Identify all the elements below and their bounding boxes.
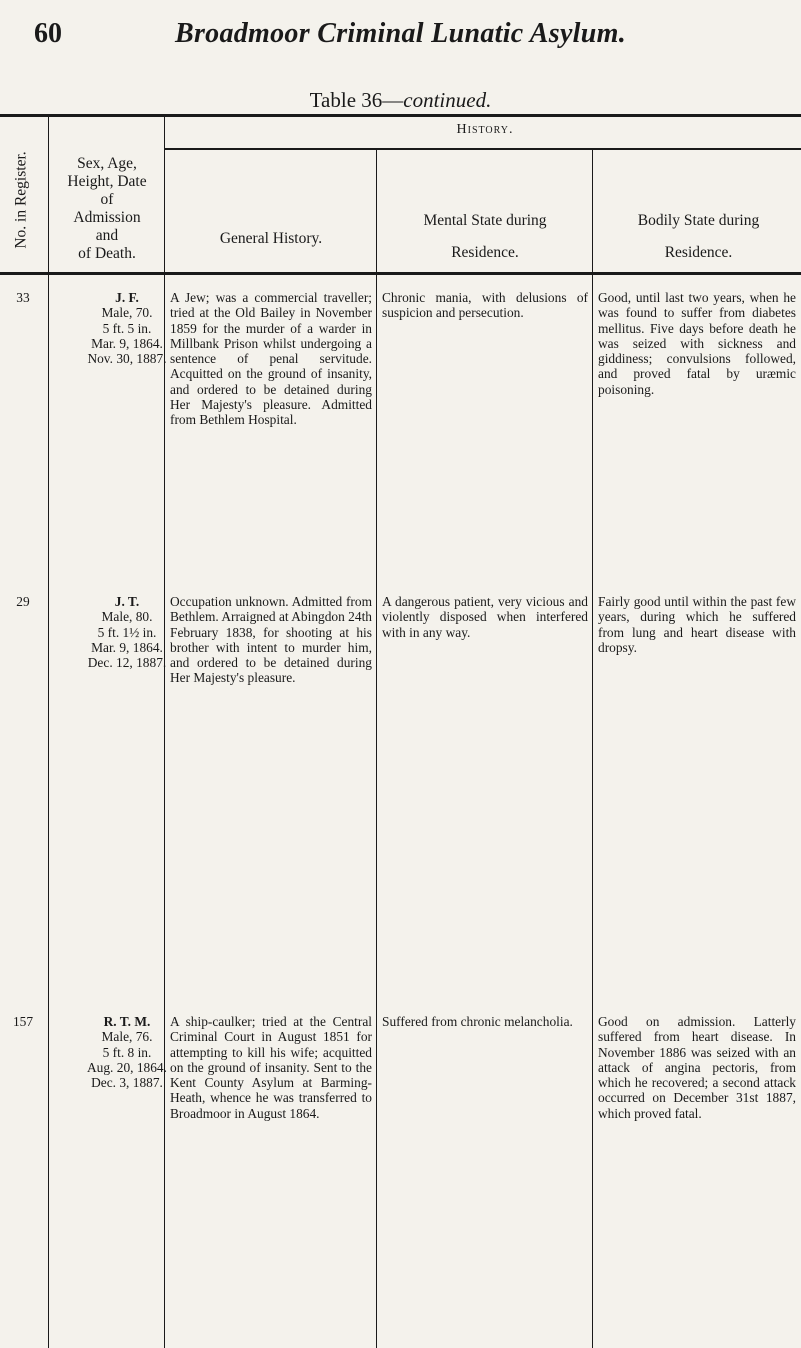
register-number: 29: [16, 594, 30, 609]
col-rule-1: [48, 114, 49, 1348]
history-underline-rule: [165, 148, 801, 150]
mental-state-text: Chronic mania, with delusions of suspicion and persecution.: [382, 290, 588, 321]
general-history-text: A ship-caulker; tried at the Central Criminal Court in August 1851 for attempting to kill his wife; acquitted on the ground of insanity. Sent to the Kent County Asylum at Barming-Heath, whence he was transferred to Broadmoor in August 1864.: [170, 1014, 372, 1121]
running-title: Broadmoor Criminal Lunatic Asylum.: [174, 18, 627, 49]
patient-particulars: J. T. Male, 80. 5 ft. 1½ in. Mar. 9, 1864. Dec. 12, 1887.: [87, 594, 167, 671]
general-history-text: A Jew; was a commercial traveller; tried at the Old Bailey in November 1859 for the murder of a warder in Millbank Prison whilst undergoing a sentence of penal servitude. Acquitted on the ground of insanity, and ordered to be detained during Her Majesty's pleasure. Admitted from Bethlem Hospital.: [170, 290, 372, 428]
mental-state-text: A dangerous patient, very vicious and violently disposed when interfered with in any way.: [382, 594, 588, 640]
table-caption-main: Table 36—: [309, 88, 404, 112]
header-particulars: Sex, Age, Height, Date of Admission and of Death.: [67, 155, 147, 262]
bodily-state-text: Good on admission. Latterly suffered from heart disease. In November 1886 was seized with an attack of angina pectoris, from which he recovered; a second attack occurred on December 31st 1887, which proved fatal.: [598, 1014, 796, 1121]
header-bodily-state: Bodily State during Residence.: [637, 212, 760, 261]
header-history: History.: [456, 122, 514, 137]
bodily-state-text: Good, until last two years, when he was found to suffer from diabetes mellitus. Five days before death he was seized with sickness and giddiness; convulsions followed, and proved fatal by uræmic poisoning.: [598, 290, 796, 397]
general-history-text: Occupation unknown. Admitted from Bethlem. Arraigned at Abingdon 24th February 1838, for shooting at his brother with intent to murder him, and ordered to be detained during Her Majesty's pleasure.: [170, 594, 372, 686]
patient-particulars: J. F. Male, 70. 5 ft. 5 in. Mar. 9, 1864. Nov. 30, 1887.: [87, 290, 167, 367]
header-mental-state: Mental State during Residence.: [423, 212, 547, 261]
table-top-rule: [0, 114, 801, 117]
page-number: 60: [34, 18, 62, 49]
header-reg-no: No. in Register.: [13, 151, 30, 249]
col-rule-4: [592, 150, 593, 1348]
bodily-state-text: Fairly good until within the past few years, during which he suffered from lung and heart disease with dropsy.: [598, 594, 796, 655]
col-rule-3: [376, 150, 377, 1348]
patient-initials: J. T.: [114, 594, 140, 609]
page-header: [0, 0, 801, 70]
patient-initials: R. T. M.: [103, 1014, 151, 1029]
patient-initials: J. F.: [115, 290, 139, 305]
register-number: 33: [16, 290, 30, 305]
header-bottom-rule: [0, 272, 801, 275]
table-caption: [0, 88, 801, 113]
table-caption-continued: continued.: [403, 88, 492, 112]
patient-particulars: R. T. M. Male, 76. 5 ft. 8 in. Aug. 20, 1864. Dec. 3, 1887.: [87, 1014, 167, 1091]
header-general-history: General History.: [219, 230, 323, 247]
register-number: 157: [12, 1014, 34, 1029]
mental-state-text: Suffered from chronic melancholia.: [382, 1014, 573, 1029]
